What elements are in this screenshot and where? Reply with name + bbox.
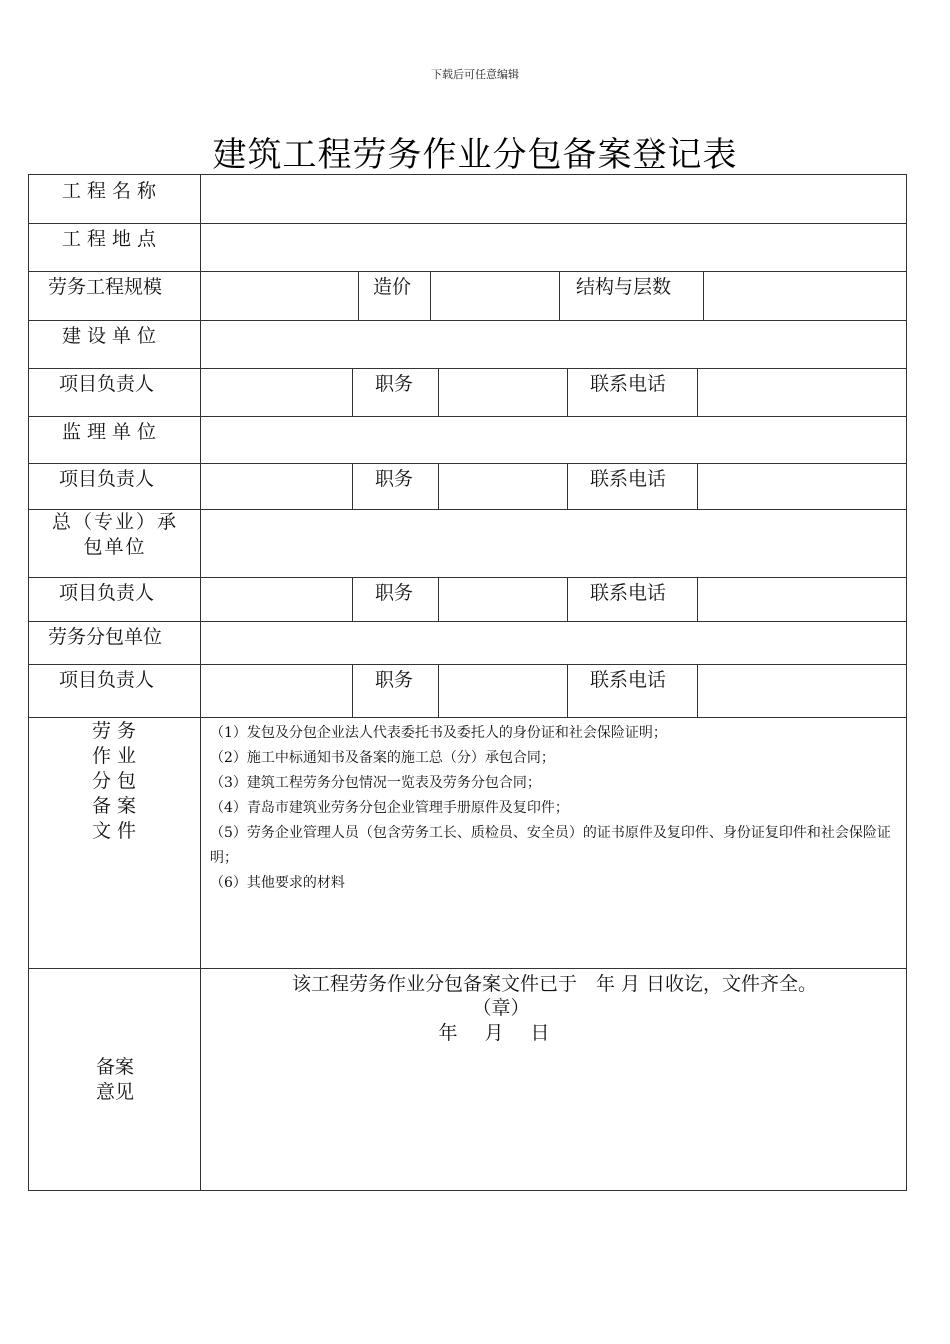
label-structure-floors: 结构与层数 (576, 276, 672, 298)
cell-divider (567, 463, 568, 509)
label-general-contractor: 总（专业）承包单位 (51, 511, 178, 558)
opinion-date: 年 月 日 (438, 1022, 554, 1044)
label-contact-phone: 联系电话 (590, 582, 667, 604)
list-item: （2）施工中标通知书及备案的施工总（分）承包合同； (210, 750, 555, 766)
label-position: 职务 (375, 373, 414, 395)
label-filing-docs: 劳务作业分包备案文件 (91, 720, 142, 842)
row-divider (29, 577, 906, 578)
label-project-manager: 项目负责人 (59, 582, 155, 604)
label-labor-subcontractor: 劳务分包单位 (48, 626, 163, 648)
cell-divider (438, 368, 439, 416)
label-project-location: 工程地点 (62, 228, 163, 250)
row-divider (29, 463, 906, 464)
label-cost: 造价 (373, 276, 412, 298)
document-list (210, 721, 905, 896)
label-supervision-unit: 监理单位 (62, 421, 163, 443)
cell-divider (438, 463, 439, 509)
label-project-manager: 项目负责人 (59, 468, 155, 490)
row-divider (29, 717, 906, 718)
label-position: 职务 (375, 582, 414, 604)
cell-divider (567, 664, 568, 717)
cell-divider (352, 577, 353, 621)
cell-divider (438, 664, 439, 717)
opinion-seal: （章） (472, 997, 530, 1019)
list-item: （4）青岛市建筑业劳务分包企业管理手册原件及复印件； (210, 800, 569, 816)
list-item: （1）发包及分包企业法人代表委托书及委托人的身份证和社会保险证明； (210, 725, 667, 741)
cell-divider (567, 368, 568, 416)
list-item: （3）建筑工程劳务分包情况一览表及劳务分包合同； (210, 775, 541, 791)
cell-divider (430, 271, 431, 320)
label-construction-unit: 建设单位 (62, 325, 163, 347)
cell-divider (358, 271, 359, 320)
cell-divider (352, 664, 353, 717)
cell-divider (559, 271, 560, 320)
label-labor-scale: 劳务工程规模 (48, 276, 163, 298)
opinion-statement: 该工程劳务作业分包备案文件已于 年 月 日收讫，文件齐全。 (291, 973, 818, 995)
cell-divider (697, 463, 698, 509)
header-note: 下载后可任意编辑 (431, 68, 519, 81)
form-title: 建筑工程劳务作业分包备案登记表 (212, 135, 738, 175)
row-divider (29, 368, 906, 369)
cell-divider (567, 577, 568, 621)
cell-divider (352, 463, 353, 509)
cell-divider (352, 368, 353, 416)
list-item: （5）劳务企业管理人员（包含劳务工长、质检员、安全员）的证书原件及复印件、身份证复印件和社会保险证明； (210, 825, 891, 866)
label-filing-opinion: 备案意见 (95, 1056, 134, 1103)
cell-divider (697, 577, 698, 621)
label-contact-phone: 联系电话 (590, 669, 667, 691)
label-project-manager: 项目负责人 (59, 373, 155, 395)
cell-divider (438, 577, 439, 621)
label-position: 职务 (375, 669, 414, 691)
label-project-name: 工程名称 (62, 180, 163, 202)
cell-divider (697, 664, 698, 717)
registration-form (28, 174, 907, 1191)
list-item: （6）其他要求的材料 (210, 875, 345, 891)
cell-divider (697, 368, 698, 416)
label-contact-phone: 联系电话 (590, 468, 667, 490)
cell-divider (703, 271, 704, 320)
label-project-manager: 项目负责人 (59, 669, 155, 691)
row-divider (29, 664, 906, 665)
label-position: 职务 (375, 468, 414, 490)
label-contact-phone: 联系电话 (590, 373, 667, 395)
